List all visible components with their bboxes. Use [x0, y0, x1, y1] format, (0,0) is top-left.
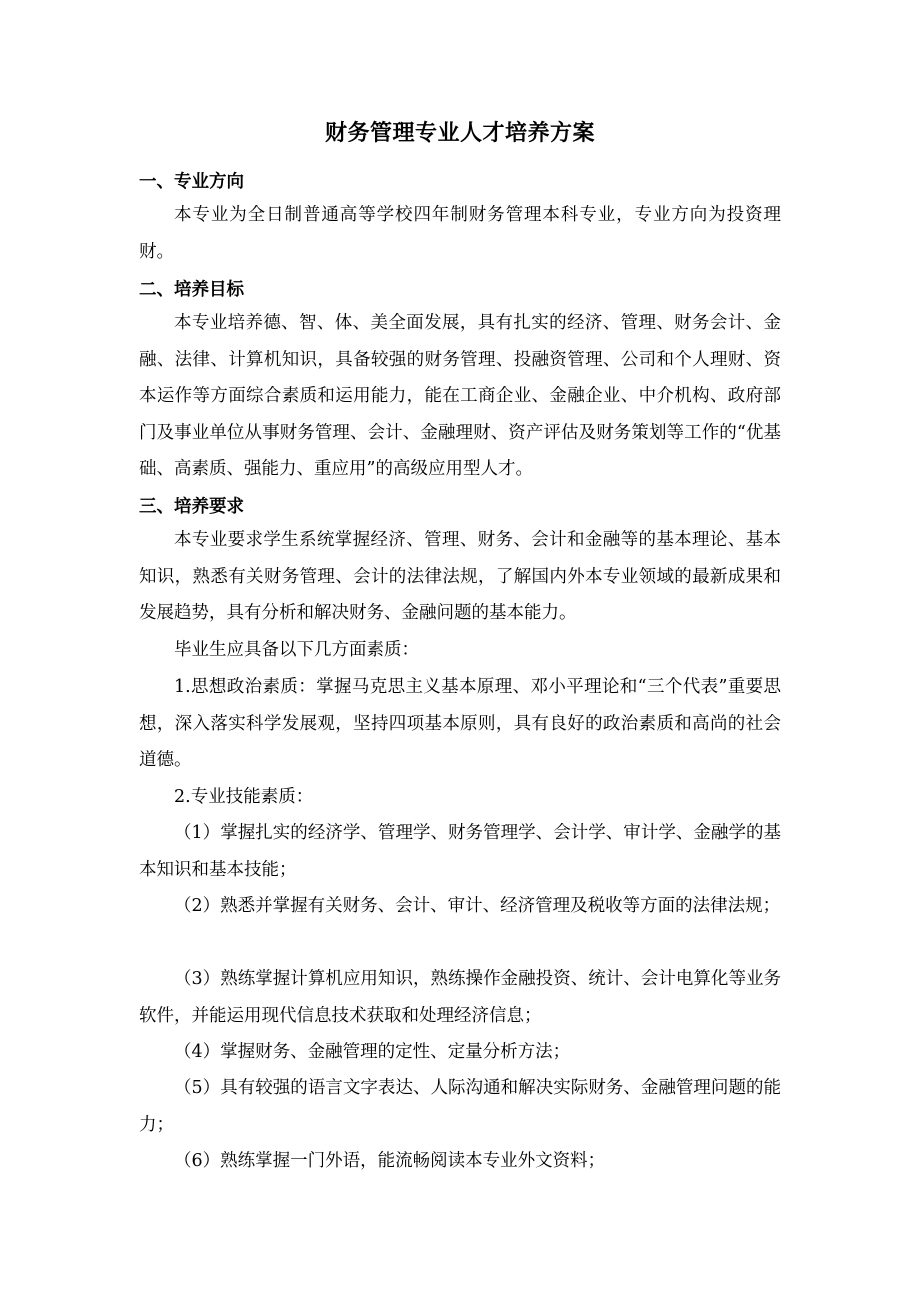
list-item-skill-4: （4）掌握财务、金融管理的定性、定量分析方法；: [174, 1042, 571, 1062]
section-heading-objectives: 二、培养目标: [139, 280, 244, 300]
document-title: 财务管理专业人才培养方案: [324, 121, 595, 146]
list-item-skill-1: （1）掌握扎实的经济学、管理学、财务管理学、会计学、审计学、金融学的基本知识和基本技能；: [139, 823, 781, 880]
section-heading-direction: 一、专业方向: [139, 172, 244, 192]
paragraph-objectives: 本专业培养德、智、体、美全面发展，具有扎实的经济、管理、财务会计、金融、法律、计算机知识，具备较强的财务管理、投融资管理、公司和个人理财、资本运作等方面综合素质和运用能力，能在工商企业、金融企业、中介机构、政府部门及事业单位从事财务管理、会计、金融理财、资产评估及财务策划等工作的“优基础、高素质、强能力、重应用”的高级应用型人才。: [139, 313, 781, 479]
paragraph-graduate-qualities: 毕业生应具备以下几方面素质：: [174, 640, 419, 660]
paragraph-requirements-intro: 本专业要求学生系统掌握经济、管理、财务、会计和金融等的基本理论、基本知识，熟悉有关财务管理、会计的法律法规，了解国内外本专业领域的最新成果和发展趋势，具有分析和解决财务、金融问题的基本能力。: [139, 530, 781, 623]
list-item-skill-2: （2）熟悉并掌握有关财务、会计、审计、经济管理及税收等方面的法律法规；: [174, 896, 781, 916]
list-item-skill-3: （3）熟练掌握计算机应用知识，熟练操作金融投资、统计、会计电算化等业务软件，并能运用现代信息技术获取和处理经济信息；: [139, 969, 781, 1026]
paragraph-political-quality: 1.思想政治素质：掌握马克思主义基本原理、邓小平理论和“三个代表”重要思想，深入落实科学发展观，坚持四项基本原则，具有良好的政治素质和高尚的社会道德。: [139, 677, 781, 770]
paragraph-professional-skills: 2.专业技能素质：: [174, 787, 314, 807]
list-item-skill-6: （6）熟练掌握一门外语，能流畅阅读本专业外文资料；: [174, 1151, 606, 1171]
section-heading-requirements: 三、培养要求: [139, 497, 244, 517]
paragraph-direction: 本专业为全日制普通高等学校四年制财务管理本科专业，专业方向为投资理财。: [139, 205, 781, 262]
list-item-skill-5: （5）具有较强的语言文字表达、人际沟通和解决实际财务、金融管理问题的能力；: [139, 1078, 781, 1135]
